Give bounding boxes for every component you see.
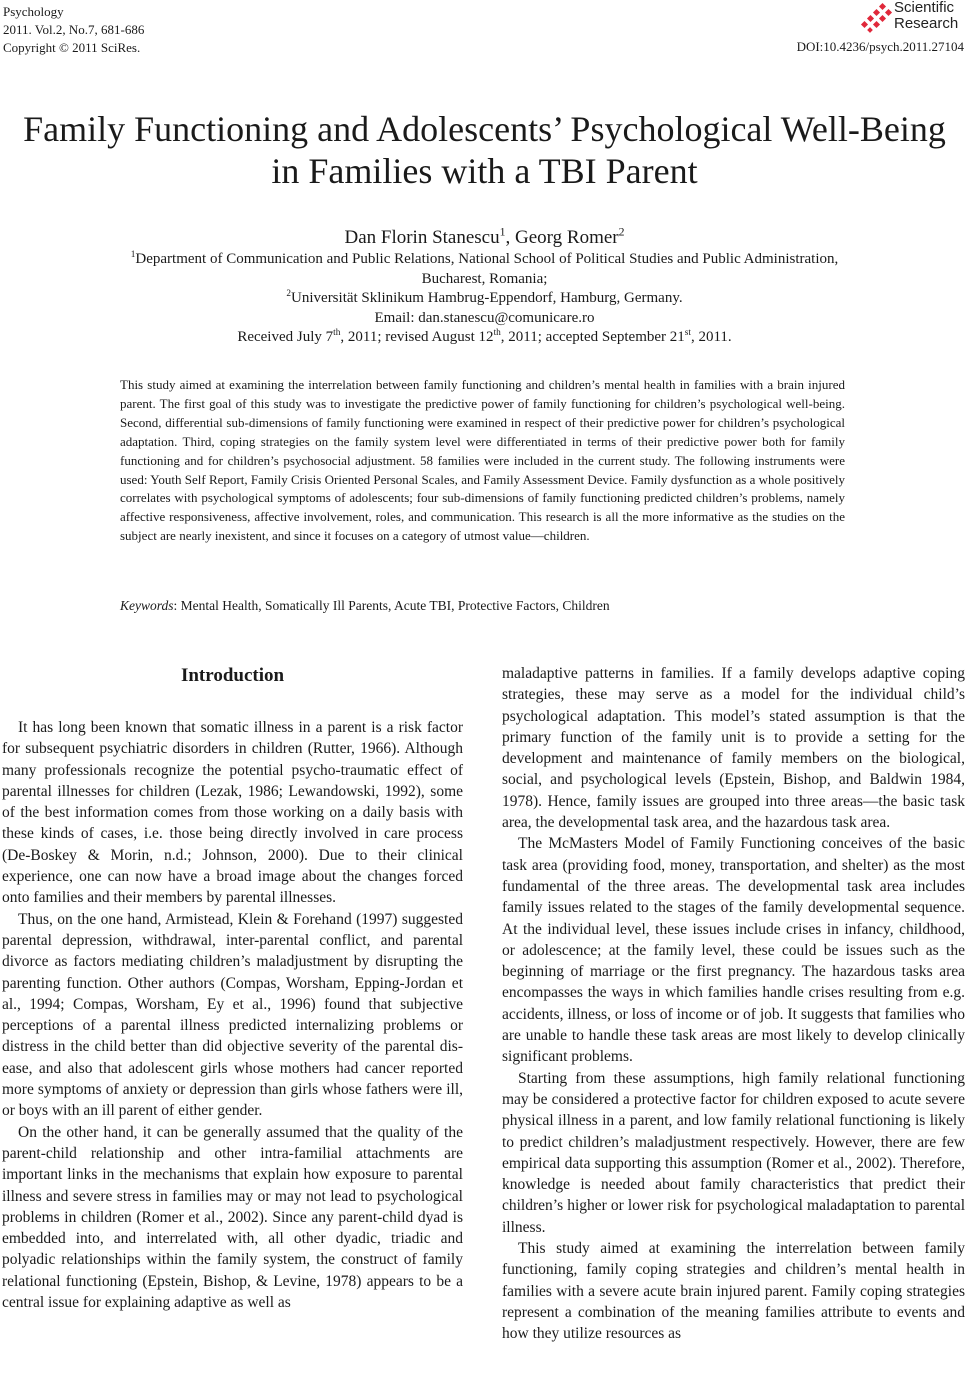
paragraph: Thus, on the one hand, Armistead, Klein & Forehand (1997) suggested parental depression, withdrawal, inter-parental conflict, and parental divorce as factors mediating children’s maladjustment by disrupting the parenting function. Other authors (Compas, Worsham, Epping-Jordan et al., 1994; Compas, Worsham, Ey et al., 1996) found that subjective perceptions of a parental illness predicted internalizing problems or distress in the child better than did objective severity of the parental disease, and also that adolescent girls whose mothers had cancer reported more symptoms of anxiety or depression than girls whose fathers were ill, or boys with an ill parent of either gender. [2, 910, 463, 1120]
copyright-line: Copyright © 2011 SciRes. [3, 40, 141, 55]
journal-volume: 2011. Vol.2, No.7, 681-686 [3, 22, 145, 37]
author-separator: , [505, 227, 516, 248]
ordinal: th [493, 328, 501, 338]
received-dates [120, 328, 849, 348]
affiliation-text: Department of Communication and Public Relations, National School of Political Studies and Public Administration, Bucharest, Romania; [135, 251, 839, 287]
journal-name: Psychology [3, 4, 64, 19]
journal-header [3, 3, 144, 57]
title-line-1: Family Functioning and Adolescents’ Psychological Well-Being [23, 109, 946, 149]
affiliation-mark: 1 [499, 225, 506, 239]
ordinal: st [684, 328, 691, 338]
doi: DOI:10.4236/psych.2011.27104 [796, 39, 964, 54]
author-name: Dan Florin Stanescu [344, 227, 500, 248]
keywords-list: : Mental Health, Somatically Ill Parents, Acute TBI, Protective Factors, Children [173, 598, 610, 613]
keywords [120, 597, 845, 615]
abstract: This study aimed at examining the interrelation between family functioning and children’s mental health in families with a brain injured parent. The first goal of this study was to investigate the predictive power of family functioning for children’s psychological well-being. Second, differential sub-dimensions of family functioning were examined in respect of their predictive power for children’s psychological adaptation. Third, coping strategies on the family system level were differentiated in terms of their predictive power both for family functioning and for children’s psychosocial adjustment. 58 families were included in the current study. The following instruments were used: Youth Self Report, Family Crisis Oriented Personal Scales, and Family Assessment Device. Family dysfunction as a whole positively correlates with psychological symptoms of adolescents; four sub-dimensions of family functioning predicted children’s problems, namely affective responsiveness, affective involvement, roles, and communication. This research is all the more informative as the studies on the subject are nearly inexistent, and since it focuses on a category of utmost value—children. [120, 377, 845, 544]
revised-text: , 2011; revised August 12 [340, 329, 494, 345]
affiliation-mark: 2 [286, 289, 292, 299]
author-list [0, 226, 969, 250]
affiliation-text: Universität Sklinikum Hambrug-Eppendorf, Hamburg, Germany. [291, 290, 683, 306]
diamond-cluster-icon [860, 2, 894, 34]
affiliation-1 [120, 250, 849, 289]
publisher-logo [858, 0, 963, 36]
left-column [2, 660, 463, 1313]
email: Email: dan.stanescu@comunicare.ro [374, 309, 595, 326]
paragraph: It has long been known that somatic illness in a parent is a risk factor for subsequent psychiatric disorders in children (Rutter, 1966). Although many professionals recognize the potential psycho-traumatic effect of parental illnesses for children (Lezak, 1986; Lewandowski, 1992), some of the best information comes from those working on a daily basis with these kinds of cases, i.e. those being directly involved in care process (De-Boskey & Morin, n.d.; Johnson, 2000). Due to their clinical experience, one can now have a broad image about the changes forced onto families and their members by parental illnesses. [2, 719, 463, 907]
paragraph: maladaptive patterns in families. If a family develops adaptive coping strategies, these may serve as a model for the individual child’s psychological adaptation. This model’s stated assumption is that the primary function of the family unit is to provide a setting for the development and maintenance of family members on the biological, social, and psychological levels (Epstein, Bishop, and Baldwin 1984, 1978). Hence, family issues are grouped into three areas—the basic task area, the developmental task area, and the hazardous task area. [502, 665, 965, 832]
affiliation-mark: 2 [618, 225, 625, 239]
title-line-2: in Families with a TBI Parent [271, 151, 698, 191]
publisher-name [894, 0, 958, 32]
keywords-label: Keywords [120, 598, 174, 613]
affiliations [120, 250, 849, 348]
publisher-name-line2: Research [894, 15, 959, 32]
publisher-name-line1: Scientific [894, 0, 955, 16]
paragraph: The McMasters Model of Family Functioning conceives of the basic task area (providing food, money, transportation, and shelter) as the most fundamental of the three areas. The developmental task area includes family issues related to the stages of the family developmental sequence. At the individual level, these issues include crises in infancy, childhood, or adolescence; at the family level, these could be issues such as the beginning of marriage or the first pregnancy. The hazardous tasks area encompasses the ways in which families handle crises resulting from e.g. accidents, illness, or loss of income or of job. It suggests that families who are unable to handle these task areas are most likely to develop clinically significant problems. [502, 835, 965, 1066]
paper-title [0, 108, 969, 192]
paragraph: On the other hand, it can be generally assumed that the quality of the parent-child relationship and other intra-familial attachments are important links in the mechanisms that explain how exposure to parental illness and severe stress in families may or may not lead to psychological problems in children (Romer et al., 2002). Since any parent-child dyad is embedded into, and interrelated with, all other dyadic, triadic and polyadic relationships within the family system, the construct of family relational functioning (Epstein, Bishop, & Levine, 1978) appears to be a central issue for explaining adaptive as well as [2, 1123, 463, 1312]
affiliation-2 [120, 289, 849, 309]
affiliation-mark: 1 [130, 250, 136, 260]
author-name: Georg Romer [515, 227, 619, 248]
paragraph: Starting from these assumptions, high family relational functioning may be considered a protective factor for children exposed to acute severe physical illness in a parent, and low family relational functioning is likely to predict children’s maladjustment respectively. However, there are few empirical data supporting this assumption (Romer et al., 2002). Therefore, knowledge is needed about family characteristics that predict their children’s higher or lower risk for psychological maladaptation to parental illness. [502, 1069, 965, 1236]
accepted-year: , 2011. [690, 329, 732, 345]
accepted-text: , 2011; accepted September 21 [500, 329, 685, 345]
paragraph: This study aimed at examining the interrelation between family functioning, family coping strategies and children’s mental health in families with a severe acute brain injured parent. Family coping strategies represent a combination of the meaning families attribute to events and how they utilize resources as [502, 1240, 965, 1343]
ordinal: th [333, 328, 341, 338]
right-column [502, 663, 965, 1345]
section-heading: Introduction [180, 665, 285, 686]
received-text: Received July 7 [237, 329, 334, 345]
